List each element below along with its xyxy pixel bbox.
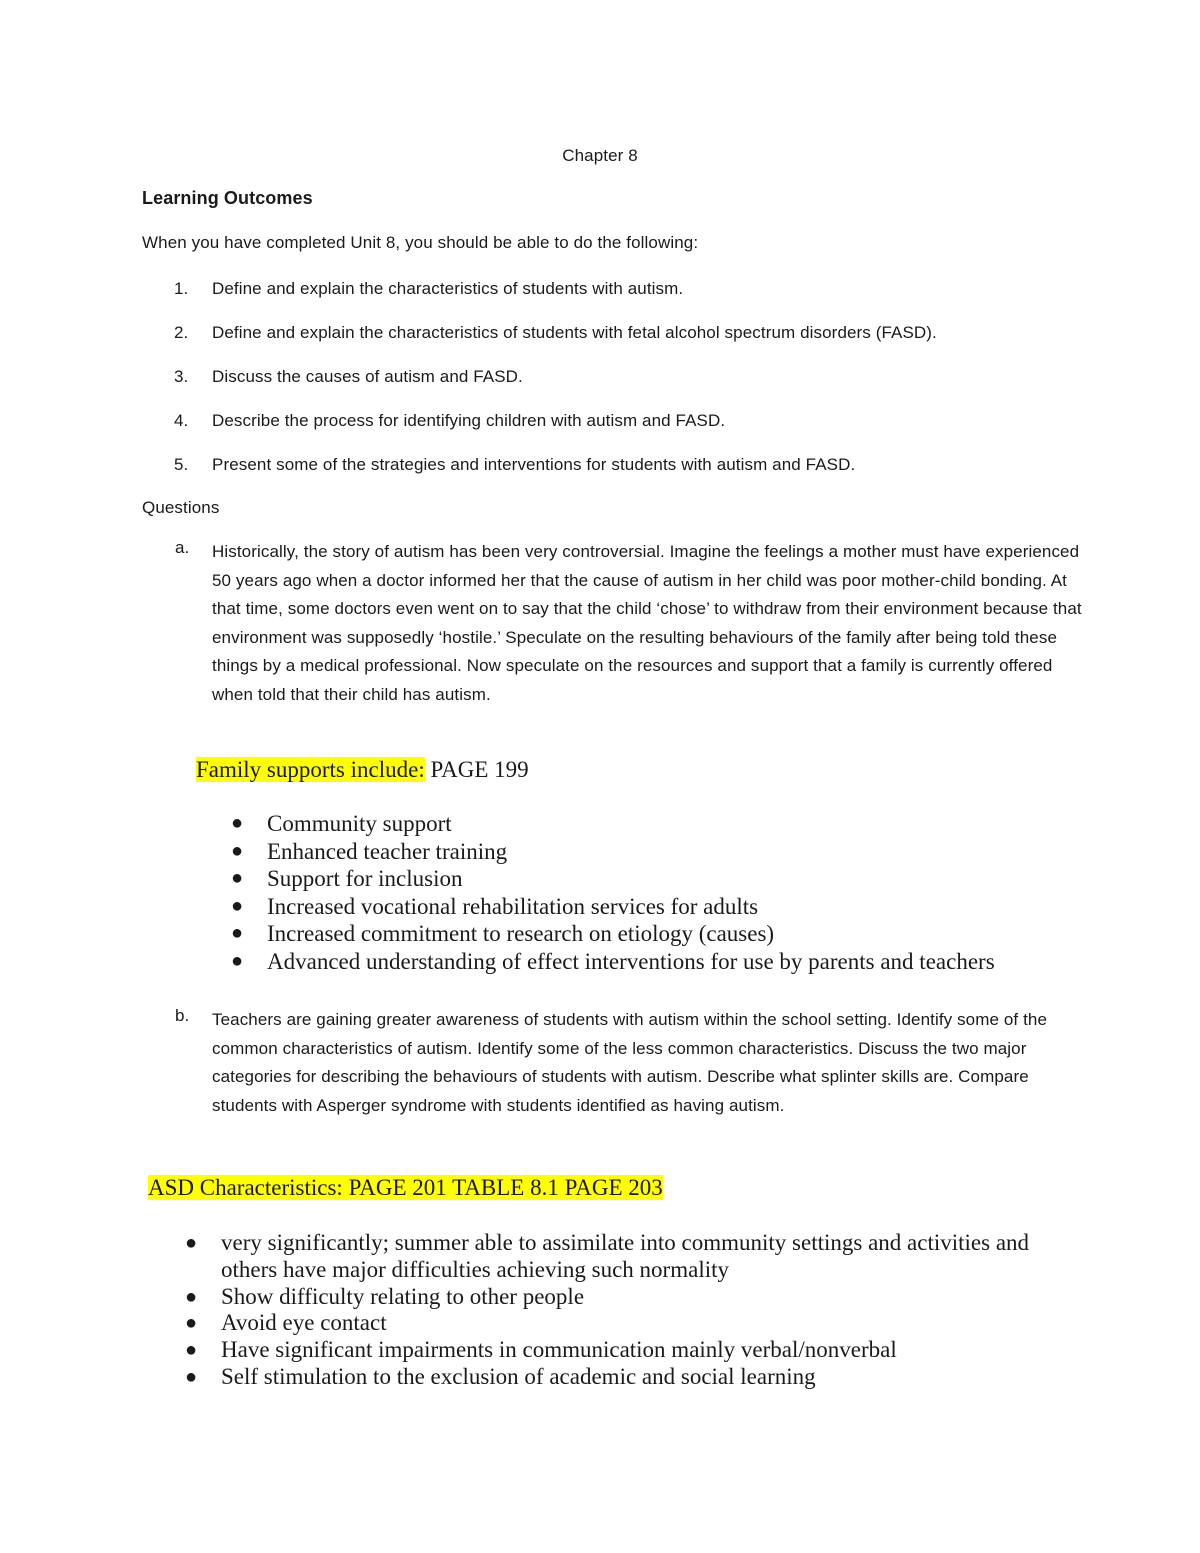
list-item — [185, 1363, 1081, 1391]
question-text: Historically, the story of autism has been very controversial. Imagine the feelings a mother must have experienced 50 years ago when a doctor informed her that the cause of autism in her child was poor mother-child bonding. At that time, some doctors even went on to say that the child ‘chose’ to withdraw from their environment because that environment was supposedly ‘hostile.’ Speculate on the resulting behaviours of the family after being told these things by a medical professional. Now speculate on the resources and support that a family is currently offered when told that their child has autism. — [212, 542, 1082, 704]
question-letter: b. — [175, 1006, 190, 1025]
outcome-text: Define and explain the characteristics of students with autism. — [212, 279, 684, 298]
list-item-text: very significantly; summer able to assimilate into community settings and activities and others have major difficulties achieving such normality — [221, 1230, 1030, 1282]
bullet-icon: ● — [185, 1232, 198, 1254]
asd-characteristics-heading — [148, 1175, 663, 1201]
family-supports-heading — [196, 757, 529, 783]
bullet-icon: ● — [185, 1312, 198, 1335]
questions-label: Questions — [142, 498, 220, 517]
list-item — [185, 1337, 1081, 1364]
list-item — [231, 920, 995, 948]
outcome-number: 3. — [174, 367, 189, 386]
list-item-text: Avoid eye contact — [221, 1310, 387, 1336]
learning-outcomes-heading: Learning Outcomes — [142, 188, 313, 208]
outcome-number: 4. — [174, 411, 189, 430]
list-item-text: Increased commitment to research on etiology (causes) — [267, 921, 775, 946]
list-item-text: Show difficulty relating to other people — [221, 1283, 585, 1309]
bullet-icon: ● — [231, 922, 244, 944]
question-text: Teachers are gaining greater awareness of students with autism within the school setting. Identify some of the common characteristics of autism. Identify some of the less common characteristics. Discuss the two major categories for describing the behaviours of students with autism. Describe what splinter skills are. Compare students with Asperger syndrome with students identified as having autism. — [212, 1010, 1048, 1115]
outcome-text: Describe the process for identifying children with autism and FASD. — [212, 411, 726, 430]
list-item-text: Enhanced teacher training — [267, 838, 508, 864]
outcome-text: Define and explain the characteristics of students with fetal alcohol spectrum disorders (FASD). — [212, 323, 937, 342]
list-item-text: Self stimulation to the exclusion of academic and social learning — [221, 1363, 816, 1389]
intro-text: When you have completed Unit 8, you should be able to do the following: — [142, 233, 699, 252]
outcome-text: Discuss the causes of autism and FASD. — [212, 367, 523, 386]
bullet-icon: ● — [231, 839, 244, 862]
list-item-text: Increased vocational rehabilitation services for adults — [267, 893, 759, 919]
bullet-icon: ● — [185, 1365, 198, 1388]
list-item — [185, 1230, 1081, 1284]
outcome-text: Present some of the strategies and interventions for students with autism and FASD. — [212, 455, 856, 474]
bullet-icon: ● — [185, 1339, 198, 1362]
list-item — [231, 838, 995, 866]
outcome-number: 5. — [174, 455, 189, 474]
bullet-icon: ● — [231, 949, 244, 972]
family-supports-label: Family supports include: — [196, 757, 425, 782]
list-item-text: Support for inclusion — [267, 866, 463, 891]
list-item-text: Have significant impairments in communication mainly verbal/nonverbal — [221, 1337, 897, 1363]
asd-characteristics-label: ASD Characteristics: PAGE 201 TABLE 8.1 PAGE 203 — [148, 1175, 663, 1200]
bullet-icon: ● — [231, 812, 244, 834]
bullet-icon: ● — [231, 867, 244, 889]
bullet-icon: ● — [185, 1285, 198, 1308]
family-supports-page: PAGE 199 — [424, 757, 529, 782]
list-item-text: Community support — [267, 811, 452, 836]
list-item — [231, 865, 995, 893]
list-item — [231, 948, 995, 976]
list-item-text: Advanced understanding of effect interventions for use by parents and teachers — [267, 948, 995, 974]
list-item — [185, 1283, 1081, 1311]
page-title: Chapter 8 — [562, 146, 638, 165]
question-letter: a. — [175, 538, 190, 557]
list-item — [185, 1310, 1081, 1337]
list-item — [231, 893, 995, 921]
family-supports-list — [231, 810, 995, 975]
list-item — [231, 810, 995, 838]
outcome-number: 2. — [174, 323, 189, 342]
bullet-icon: ● — [231, 894, 244, 917]
asd-characteristics-list — [185, 1230, 1081, 1391]
outcome-number: 1. — [174, 279, 189, 298]
